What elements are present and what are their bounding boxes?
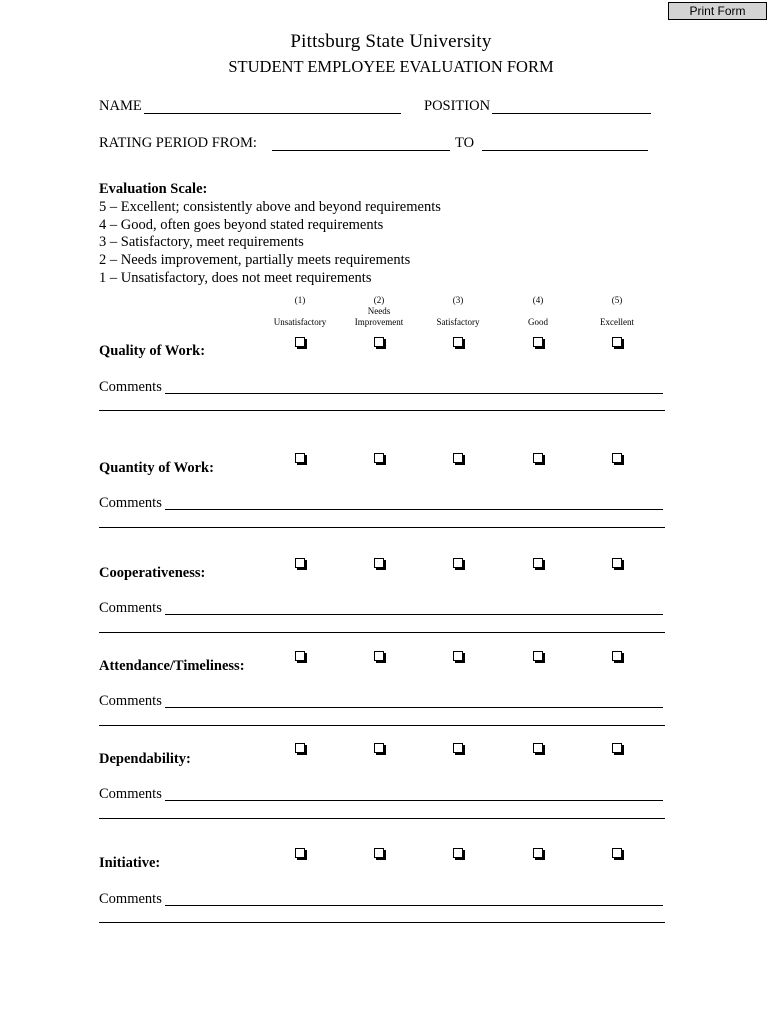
rating-checkbox-2[interactable] [374, 651, 384, 661]
column-label-top [572, 306, 662, 317]
column-label: Good [528, 317, 548, 327]
column-label: Improvement [354, 317, 404, 327]
rating-period-to-field[interactable] [482, 150, 648, 151]
comments-label: Comments [99, 379, 162, 395]
column-number: (1) [294, 295, 306, 305]
comments-label: Comments [99, 693, 162, 709]
column-label-top [413, 306, 503, 317]
rating-checkbox-1[interactable] [295, 651, 305, 661]
rating-checkbox-3[interactable] [453, 743, 463, 753]
rating-checkbox-3[interactable] [453, 848, 463, 858]
column-label: Satisfactory [436, 317, 480, 327]
criterion-label-quality-of-work: Quality of Work: [99, 343, 206, 359]
column-label-top [493, 306, 583, 317]
rating-checkbox-5[interactable] [612, 453, 622, 463]
name-field[interactable] [144, 113, 401, 114]
criterion-label-dependability: Dependability: [99, 751, 191, 767]
comments-line-2[interactable] [99, 632, 665, 633]
comments-line-2[interactable] [99, 725, 665, 726]
column-number: (2) [373, 295, 385, 305]
criterion-label-initiative: Initiative: [99, 855, 161, 871]
comments-line-2[interactable] [99, 818, 665, 819]
rating-checkbox-5[interactable] [612, 651, 622, 661]
comments-line-2[interactable] [99, 922, 665, 923]
rating-checkbox-5[interactable] [612, 743, 622, 753]
name-label: NAME [99, 98, 142, 114]
comments-line-2[interactable] [99, 527, 665, 528]
column-number: (3) [452, 295, 464, 305]
rating-checkbox-4[interactable] [533, 743, 543, 753]
comments-label: Comments [99, 786, 162, 802]
rating-period-from-field[interactable] [272, 150, 450, 151]
comments-line-1[interactable] [165, 614, 663, 615]
rating-checkbox-1[interactable] [295, 848, 305, 858]
comments-label: Comments [99, 600, 162, 616]
column-label-top: Needs [367, 306, 391, 316]
rating-period-to-label: TO [455, 135, 475, 151]
rating-checkbox-2[interactable] [374, 848, 384, 858]
comments-label: Comments [99, 495, 162, 511]
comments-line-1[interactable] [165, 509, 663, 510]
rating-checkbox-1[interactable] [295, 558, 305, 568]
rating-checkbox-2[interactable] [374, 558, 384, 568]
position-field[interactable] [492, 113, 651, 114]
comments-line-2[interactable] [99, 410, 665, 411]
column-label-top [255, 306, 345, 317]
rating-checkbox-4[interactable] [533, 558, 543, 568]
column-header-2 [334, 295, 424, 328]
rating-checkbox-4[interactable] [533, 848, 543, 858]
column-header-1 [255, 295, 345, 328]
criterion-label-cooperativeness: Cooperativeness: [99, 565, 206, 581]
rating-checkbox-5[interactable] [612, 337, 622, 347]
print-form-button[interactable]: Print Form [668, 2, 767, 20]
rating-checkbox-4[interactable] [533, 651, 543, 661]
rating-checkbox-2[interactable] [374, 453, 384, 463]
criterion-label-attendance-timeliness: Attendance/Timeliness: [99, 658, 245, 674]
form-title: STUDENT EMPLOYEE EVALUATION FORM [228, 57, 554, 76]
column-header-4 [493, 295, 583, 328]
comments-line-1[interactable] [165, 707, 663, 708]
column-number: (5) [611, 295, 623, 305]
scale-item-2: 2 – Needs improvement, partially meets requirements [99, 252, 411, 268]
column-number: (4) [532, 295, 544, 305]
rating-checkbox-3[interactable] [453, 337, 463, 347]
rating-checkbox-1[interactable] [295, 337, 305, 347]
rating-checkbox-5[interactable] [612, 848, 622, 858]
scale-item-3: 3 – Satisfactory, meet requirements [99, 234, 304, 250]
column-label: Excellent [600, 317, 634, 327]
rating-period-from-label: RATING PERIOD FROM: [99, 135, 257, 151]
rating-checkbox-5[interactable] [612, 558, 622, 568]
comments-label: Comments [99, 891, 162, 907]
rating-checkbox-4[interactable] [533, 453, 543, 463]
comments-line-1[interactable] [165, 800, 663, 801]
criterion-label-quantity-of-work: Quantity of Work: [99, 460, 214, 476]
rating-checkbox-1[interactable] [295, 743, 305, 753]
university-name: Pittsburg State University [290, 31, 492, 52]
scale-item-4: 4 – Good, often goes beyond stated requirements [99, 217, 384, 233]
scale-item-5: 5 – Excellent; consistently above and beyond requirements [99, 199, 441, 215]
rating-checkbox-3[interactable] [453, 453, 463, 463]
rating-checkbox-4[interactable] [533, 337, 543, 347]
column-header-3 [413, 295, 503, 328]
column-header-5 [572, 295, 662, 328]
position-label: POSITION [424, 98, 491, 114]
comments-line-1[interactable] [165, 393, 663, 394]
rating-checkbox-2[interactable] [374, 337, 384, 347]
rating-checkbox-2[interactable] [374, 743, 384, 753]
column-label: Unsatisfactory [273, 317, 327, 327]
rating-checkbox-3[interactable] [453, 651, 463, 661]
comments-line-1[interactable] [165, 905, 663, 906]
rating-checkbox-1[interactable] [295, 453, 305, 463]
evaluation-scale-heading: Evaluation Scale: [99, 181, 208, 197]
rating-checkbox-3[interactable] [453, 558, 463, 568]
scale-item-1: 1 – Unsatisfactory, does not meet requirements [99, 270, 372, 286]
